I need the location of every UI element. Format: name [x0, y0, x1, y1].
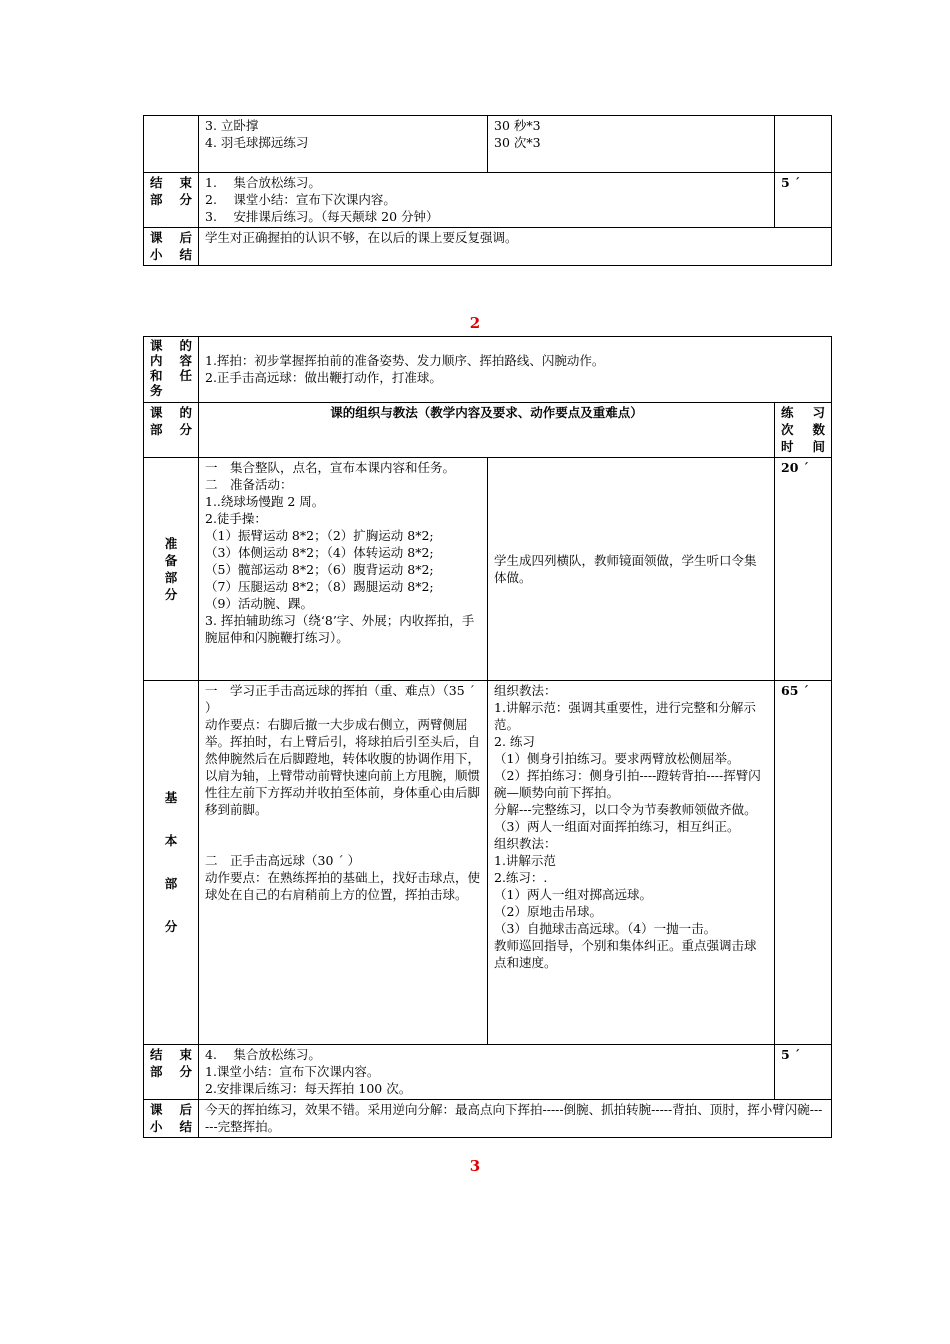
list-item: 动作要点：在熟练挥拍的基础上，找好击球点，使球处在自己的右肩稍前上方的位置，挥拍击球。	[205, 870, 481, 902]
content-label: 课 的 内 容 和 任 务	[144, 337, 199, 403]
list-item: （1）两人一组对掷高远球。	[494, 887, 652, 902]
summary-label: 课 后 小结	[144, 228, 199, 266]
list-item: 2.徒手操：	[205, 511, 267, 526]
list-item: 3. 立卧撑	[205, 118, 259, 133]
list-item: 2.练习：.	[494, 870, 548, 885]
table-row	[144, 458, 832, 681]
list-item: 1. 集合放松练习。	[205, 175, 321, 190]
list-item: 2.安排课后练习：每天挥拍 100 次。	[205, 1081, 412, 1096]
list-item: （3）体侧运动 8*2；（4）体转运动 8*2;	[205, 545, 434, 560]
list-item: 1..绕球场慢跑 2 周。	[205, 494, 325, 509]
list-item: 30 次*3	[494, 135, 541, 150]
list-item: （2）原地击吊球。	[494, 904, 602, 919]
list-item: 2.正手击高远球：做出鞭打动作，打准球。	[205, 370, 442, 385]
list-item: 教师巡回指导，个别和集体纠正。重点强调击球点和速度。	[494, 938, 757, 970]
end-section-time: 5 ´	[775, 1045, 832, 1100]
table-row	[144, 228, 832, 266]
summary-text: 今天的挥拍练习，效果不错。采用逆向分解：最高点向下挥拍-----倒腕、抓拍转腕-----背拍、顶肘，挥小臂闪碗------完整挥拍。	[199, 1100, 832, 1138]
prep-time: 20 ´	[775, 458, 832, 681]
content-tasks	[199, 337, 832, 403]
list-item: 一 学习正手击高远球的挥拍（重、难点）（35 ´ ）	[205, 683, 475, 715]
list-item: 分解---完整练习，以口令为节奏教师领做齐做。	[494, 802, 757, 817]
empty-time-cell	[775, 116, 832, 173]
list-item: （5）髋部运动 8*2；（6）腹背运动 8*2;	[205, 562, 434, 577]
basic-content	[199, 681, 488, 1045]
summary-text: 学生对正确握拍的认识不够，在以后的课上要反复强调。	[199, 228, 832, 266]
lesson-table-continued	[143, 115, 832, 266]
lesson-table	[143, 336, 832, 1138]
table-row	[144, 116, 832, 173]
list-item: 动作要点：右脚后撤一大步成右侧立，两臂侧屈举。挥拍时，右上臂后引，将球拍后引至头后，自然伸腕然后在后脚蹬地，转体收腹的协调作用下，以肩为轴，上臂带动前臂快速向前上方甩腕，顺惯性往左前下方挥动并收拍至体前，身体重心由后脚移到前脚。	[205, 717, 481, 817]
page-number: 3	[469, 1157, 481, 1175]
table-row	[144, 403, 832, 458]
exercise-counts	[488, 116, 775, 173]
end-section-time: 5 ´	[775, 173, 832, 228]
list-item: 4. 羽毛球掷远练习	[205, 135, 309, 150]
list-item: 1.讲解示范：强调其重要性，进行完整和分解示范。	[494, 700, 756, 732]
list-item: （3）自抛球击高远球。（4）一抛一击。	[494, 921, 717, 936]
prep-section-label: 准 备 部 分	[144, 458, 199, 681]
end-section-label: 结 束 部分	[144, 1045, 199, 1100]
basic-method	[488, 681, 775, 1045]
list-item: （1）侧身引拍练习。要求两臂放松侧屈举。	[494, 751, 740, 766]
list-item: （1）振臂运动 8*2；（2）扩胸运动 8*2;	[205, 528, 434, 543]
table-row	[144, 681, 832, 1045]
list-item: 3. 安排课后练习。（每天颠球 20 分钟）	[205, 209, 439, 224]
list-item: （9）活动腕、踝。	[205, 596, 313, 611]
end-section-label: 结 束 部分	[144, 173, 199, 228]
list-item: 30 秒*3	[494, 118, 541, 133]
list-item: 2. 课堂小结：宣布下次课内容。	[205, 192, 396, 207]
list-item: 2. 练习	[494, 734, 535, 749]
table-row	[144, 337, 832, 403]
list-item: 4. 集合放松练习。	[205, 1047, 321, 1062]
list-item: 二 准备活动：	[205, 477, 293, 492]
list-item: （3）两人一组面对面挥拍练习，相互纠正。	[494, 819, 740, 834]
list-item: 1.挥拍：初步掌握挥拍前的准备姿势、发力顺序、挥拍路线、闪腕动作。	[205, 353, 605, 368]
table-row	[144, 173, 832, 228]
prep-method: 学生成四列横队，教师镜面领做，学生听口令集体做。	[488, 458, 775, 681]
empty-label-cell	[144, 116, 199, 173]
basic-section-label: 基 本 部 分	[144, 681, 199, 1045]
list-item: 组织教法：	[494, 836, 557, 851]
list-item: 组织教法：	[494, 683, 557, 698]
list-item: 1.课堂小结：宣布下次课内容。	[205, 1064, 380, 1079]
table-row	[144, 1100, 832, 1138]
end-section-content	[199, 173, 775, 228]
page-number: 2	[469, 314, 481, 332]
summary-label: 课 后 小结	[144, 1100, 199, 1138]
list-item: 1.讲解示范	[494, 853, 556, 868]
organization-header: 课的组织与教法（教学内容及要求、动作要点及重难点）	[199, 403, 775, 458]
list-item: （7）压腿运动 8*2；（8）踢腿运动 8*2;	[205, 579, 434, 594]
time-header: 练 习 次 数 时间	[775, 403, 832, 458]
list-item: 一 集合整队，点名，宣布本课内容和任务。	[205, 460, 456, 475]
section-header-label: 课 的 部分	[144, 403, 199, 458]
table-row	[144, 1045, 832, 1100]
prep-content	[199, 458, 488, 681]
basic-time: 65 ´	[775, 681, 832, 1045]
list-item: （2）挥拍练习：侧身引拍----蹬转背拍----挥臂闪碗—顺势向前下挥拍。	[494, 768, 761, 800]
end-section-content	[199, 1045, 775, 1100]
list-item: 二 正手击高远球（30 ´ ）	[205, 853, 361, 868]
list-item: 3. 挥拍辅助练习（绕‘8’字、外展；内收挥拍，手腕屈伸和闪腕鞭打练习）。	[205, 613, 475, 645]
exercise-list	[199, 116, 488, 173]
